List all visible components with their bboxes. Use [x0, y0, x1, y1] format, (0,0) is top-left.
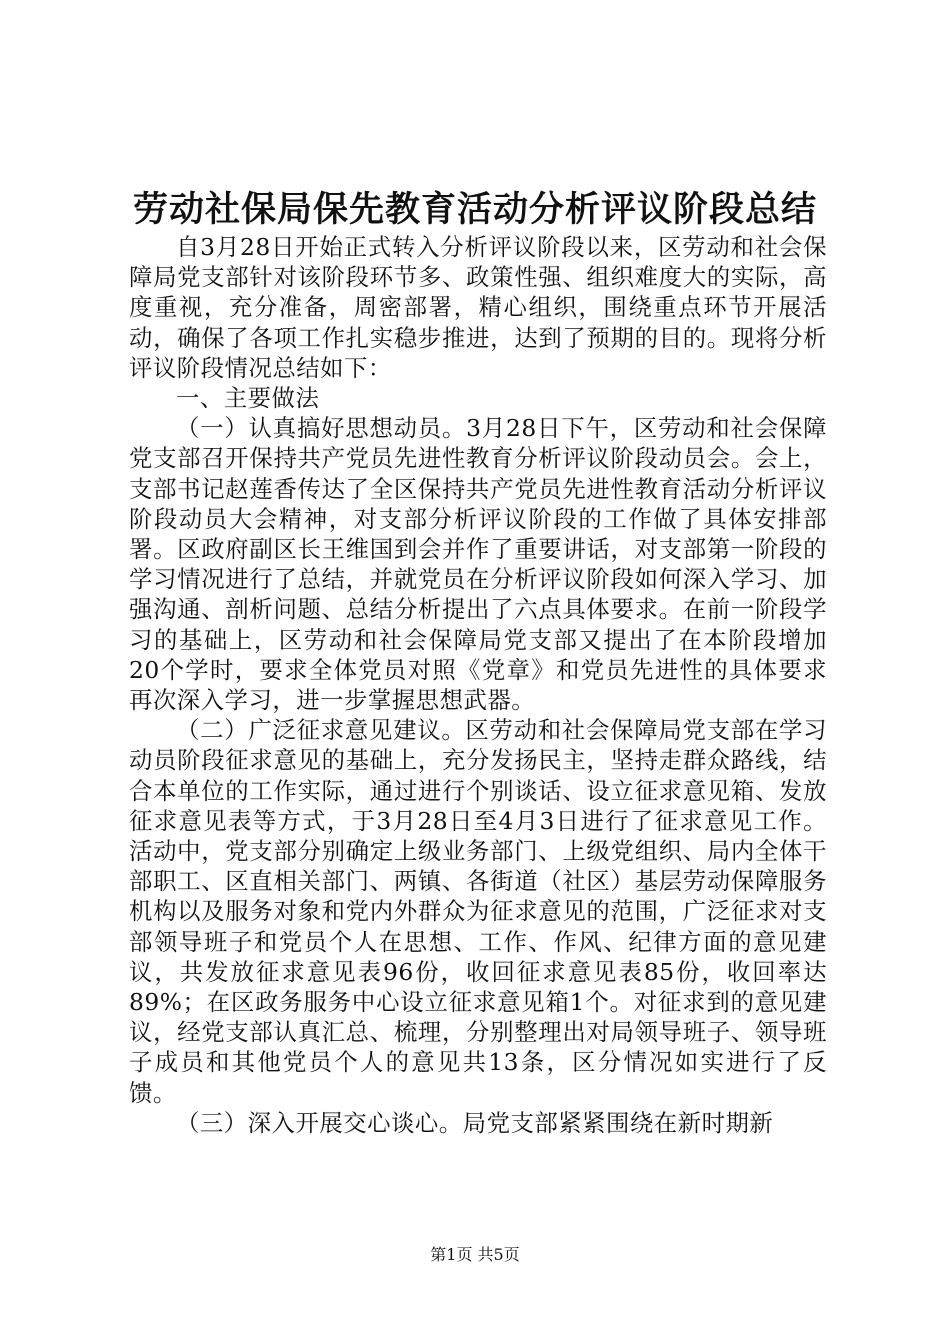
intro-paragraph: 自3月28日开始正式转入分析评议阶段以来，区劳动和社会保障局党支部针对该阶段环节多、政策性强、组织难度大的实际，高度重视，充分准备，周密部署，精心组织，围绕重点环节开展活动，确保了各项工作扎实稳步推进，达到了预期的目的。现将分析评议阶段情况总结如下： [129, 233, 827, 382]
section-heading: 一、主要做法 [176, 384, 320, 413]
document-title: 劳动社保局保先教育活动分析评议阶段总结 [132, 189, 817, 230]
document-body [129, 232, 827, 1138]
paragraph-item-3: （三）深入开展交心谈心。局党支部紧紧围绕在新时期新 [176, 1108, 774, 1137]
paragraph-item-2: （二）广泛征求意见建议。区劳动和社会保障局党支部在学习动员阶段征求意见的基础上，充分发扬民主，坚持走群众路线，结合本单位的工作实际，通过进行个别谈话、设立征求意见箱、发放征求意见表等方式，于3月28日至4月3日进行了征求意见工作。活动中，党支部分别确定上级业务部门、上级党组织、局内全体干部职工、区直相关部门、两镇、各街道（社区）基层劳动保障服务机构以及服务对象和党内外群众为征求意见的范围，广泛征求对支部领导班子和党员个人在思想、工作、作风、纪律方面的意见建议，共发放征求意见表96份，收回征求意见表85份，收回率达89%；在区政务服务中心设立征求意见箱1个。对征求到的意见建议，经党支部认真汇总、梳理，分别整理出对局领导班子、领导班子成员和其他党员个人的意见共13条，区分情况如实进行了反馈。 [129, 716, 827, 1107]
paragraph-item-1: （一）认真搞好思想动员。3月28日下午，区劳动和社会保障党支部召开保持共产党员先进性教育分析评议阶段动员会。会上，支部书记赵莲香传达了全区保持共产党员先进性教育活动分析评议阶段动员大会精神，对支部分析评议阶段的工作做了具体安排部署。区政府副区长王维国到会并作了重要讲话，对支部第一阶段的学习情况进行了总结，并就党员在分析评议阶段如何深入学习、加强沟通、剖析问题、总结分析提出了六点具体要求。在前一阶段学习的基础上，区劳动和社会保障局党支部又提出了在本阶段增加20个学时，要求全体党员对照《党章》和党员先进性的具体要求再次深入学习，进一步掌握思想武器。 [129, 414, 827, 715]
page-number-footer: 第1页 共5页 [430, 1245, 520, 1264]
